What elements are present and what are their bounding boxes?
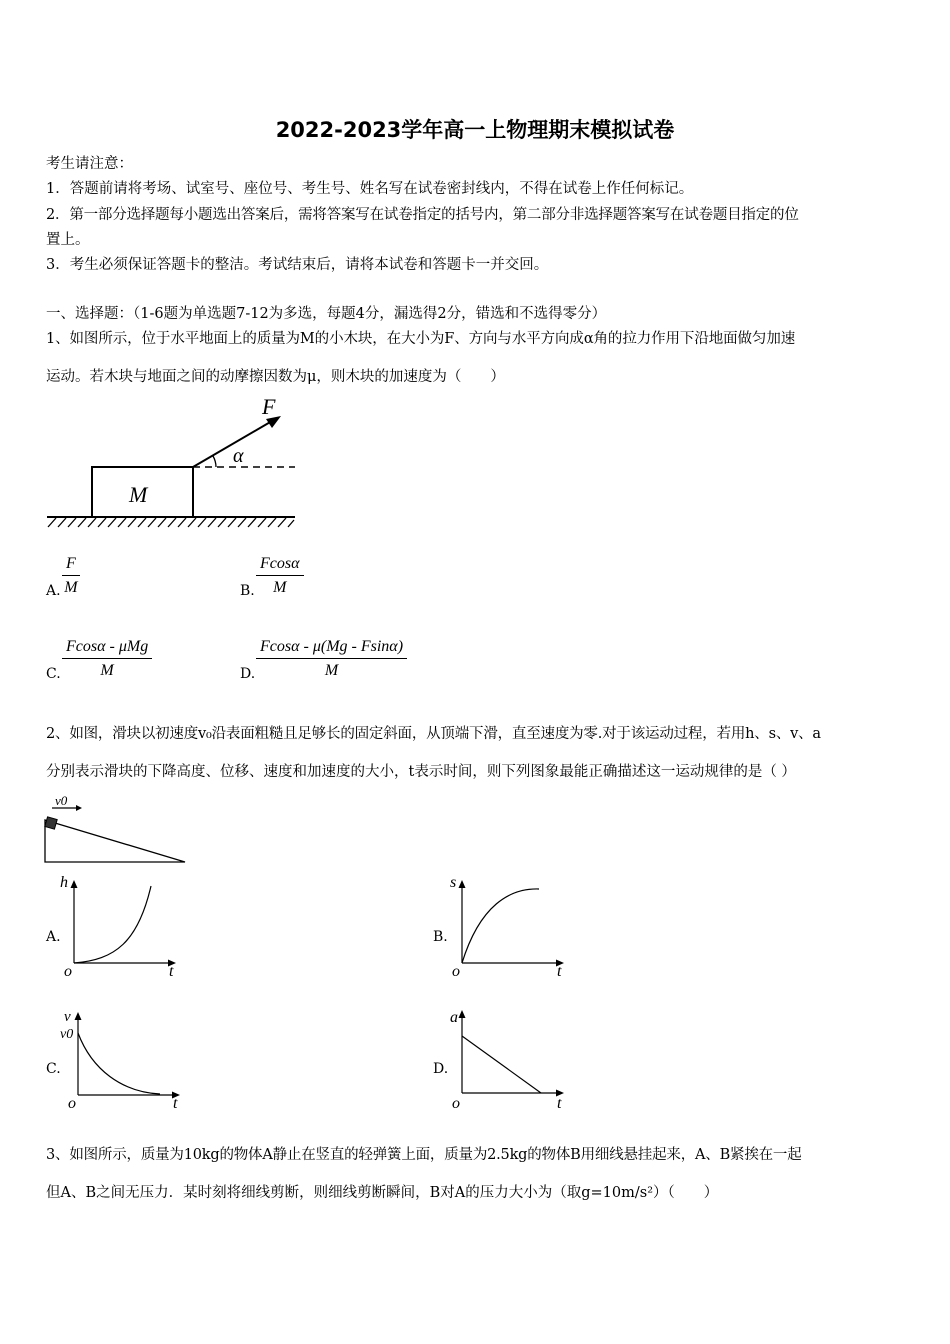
- page-title: 2022-2023学年高一上物理期末模拟试卷: [275, 118, 675, 142]
- axis-label-a: a: [450, 1009, 458, 1026]
- v0-tick-label: v0: [60, 1027, 74, 1042]
- q2-option-c-label[interactable]: C.: [46, 1061, 61, 1077]
- origin-label: o: [68, 1095, 76, 1112]
- q1-option-a-label[interactable]: A.: [46, 583, 61, 599]
- axis-label-s: s: [450, 874, 457, 891]
- q1-text-line1: 1、如图所示，位于水平地面上的质量为M的小木块，在大小为F、方向与水平方向成α角的拉力作用下沿地面做匀加速: [46, 331, 796, 347]
- q1-option-b-denominator: M: [273, 579, 287, 596]
- q1-option-c-label[interactable]: C.: [46, 666, 61, 682]
- axis-label-t: t: [557, 963, 562, 980]
- q1-option-a-denominator: M: [64, 579, 78, 596]
- axis-label-v: v: [64, 1009, 71, 1025]
- q1-option-b-numerator: Fcosα: [256, 555, 304, 576]
- origin-label: o: [452, 963, 460, 980]
- line-a: [462, 1036, 541, 1093]
- origin-label: o: [64, 963, 72, 980]
- q2-option-b-label[interactable]: B.: [433, 929, 448, 945]
- q1-option-d-denominator: M: [324, 662, 339, 679]
- notice-item-3: 3．考生必须保证答题卡的整洁。考试结束后，请将本试卷和答题卡一并交回。: [46, 257, 549, 273]
- q1-option-c-numerator: Fcosα - μMg: [62, 638, 152, 659]
- q2-option-a-label[interactable]: A.: [46, 929, 61, 945]
- q1-option-a-numerator: F: [62, 555, 80, 576]
- force-label: F: [262, 394, 276, 419]
- q3-text-line2: 但A、B之间无压力．某时刻将细线剪断，则细线剪断瞬间，B对A的压力大小为（取g=10m/s²）（ ）: [46, 1185, 719, 1201]
- origin-label: o: [452, 1095, 460, 1112]
- block-label: M: [129, 482, 148, 507]
- section-heading: 一、选择题：（1-6题为单选题7-12为多选，每题4分，漏选得2分，错选和不选得零分）: [46, 306, 607, 322]
- axis-label-h: h: [60, 874, 68, 891]
- q3-text-line1: 3、如图所示，质量为10kg的物体A静止在竖直的轻弹簧上面，质量为2.5kg的物体B用细线悬挂起来，A、B紧挨在一起: [46, 1147, 802, 1163]
- q2-text-line2: 分别表示滑块的下降高度、位移、速度和加速度的大小，t表示时间，则下列图象最能正确描述这一运动规律的是（ ）: [46, 764, 796, 780]
- v0-label: v0: [55, 793, 68, 808]
- q1-option-b-label[interactable]: B.: [240, 583, 255, 599]
- axis-label-t: t: [557, 1095, 562, 1112]
- q1-text-line2: 运动。若木块与地面之间的动摩擦因数为μ，则木块的加速度为（ ）: [46, 369, 505, 385]
- axis-label-t: t: [169, 963, 174, 980]
- q1-option-c-denominator: M: [100, 662, 114, 679]
- notice-heading: 考生请注意：: [46, 156, 133, 172]
- notice-item-1: 1．答题前请将考场、试室号、座位号、考生号、姓名写在试卷密封线内，不得在试卷上作任何标记。: [46, 181, 694, 197]
- q2-option-d-label[interactable]: D.: [433, 1061, 449, 1077]
- axis-label-t: t: [173, 1095, 178, 1112]
- notice-item-2-cont: 置上。: [46, 232, 90, 248]
- q1-option-d-numerator: Fcosα - μ(Mg - Fsinα): [256, 638, 407, 659]
- notice-item-2: 2．第一部分选择题每小题选出答案后，需将答案写在试卷指定的括号内，第二部分非选择题答案写在试卷题目指定的位: [46, 207, 799, 223]
- q2-text-line1: 2、如图，滑块以初速度v₀沿表面粗糙且足够长的固定斜面，从顶端下滑，直至速度为零.对于该运动过程，若用h、s、v、a: [46, 726, 821, 742]
- angle-label: α: [233, 445, 244, 467]
- q1-option-d-label[interactable]: D.: [240, 666, 256, 682]
